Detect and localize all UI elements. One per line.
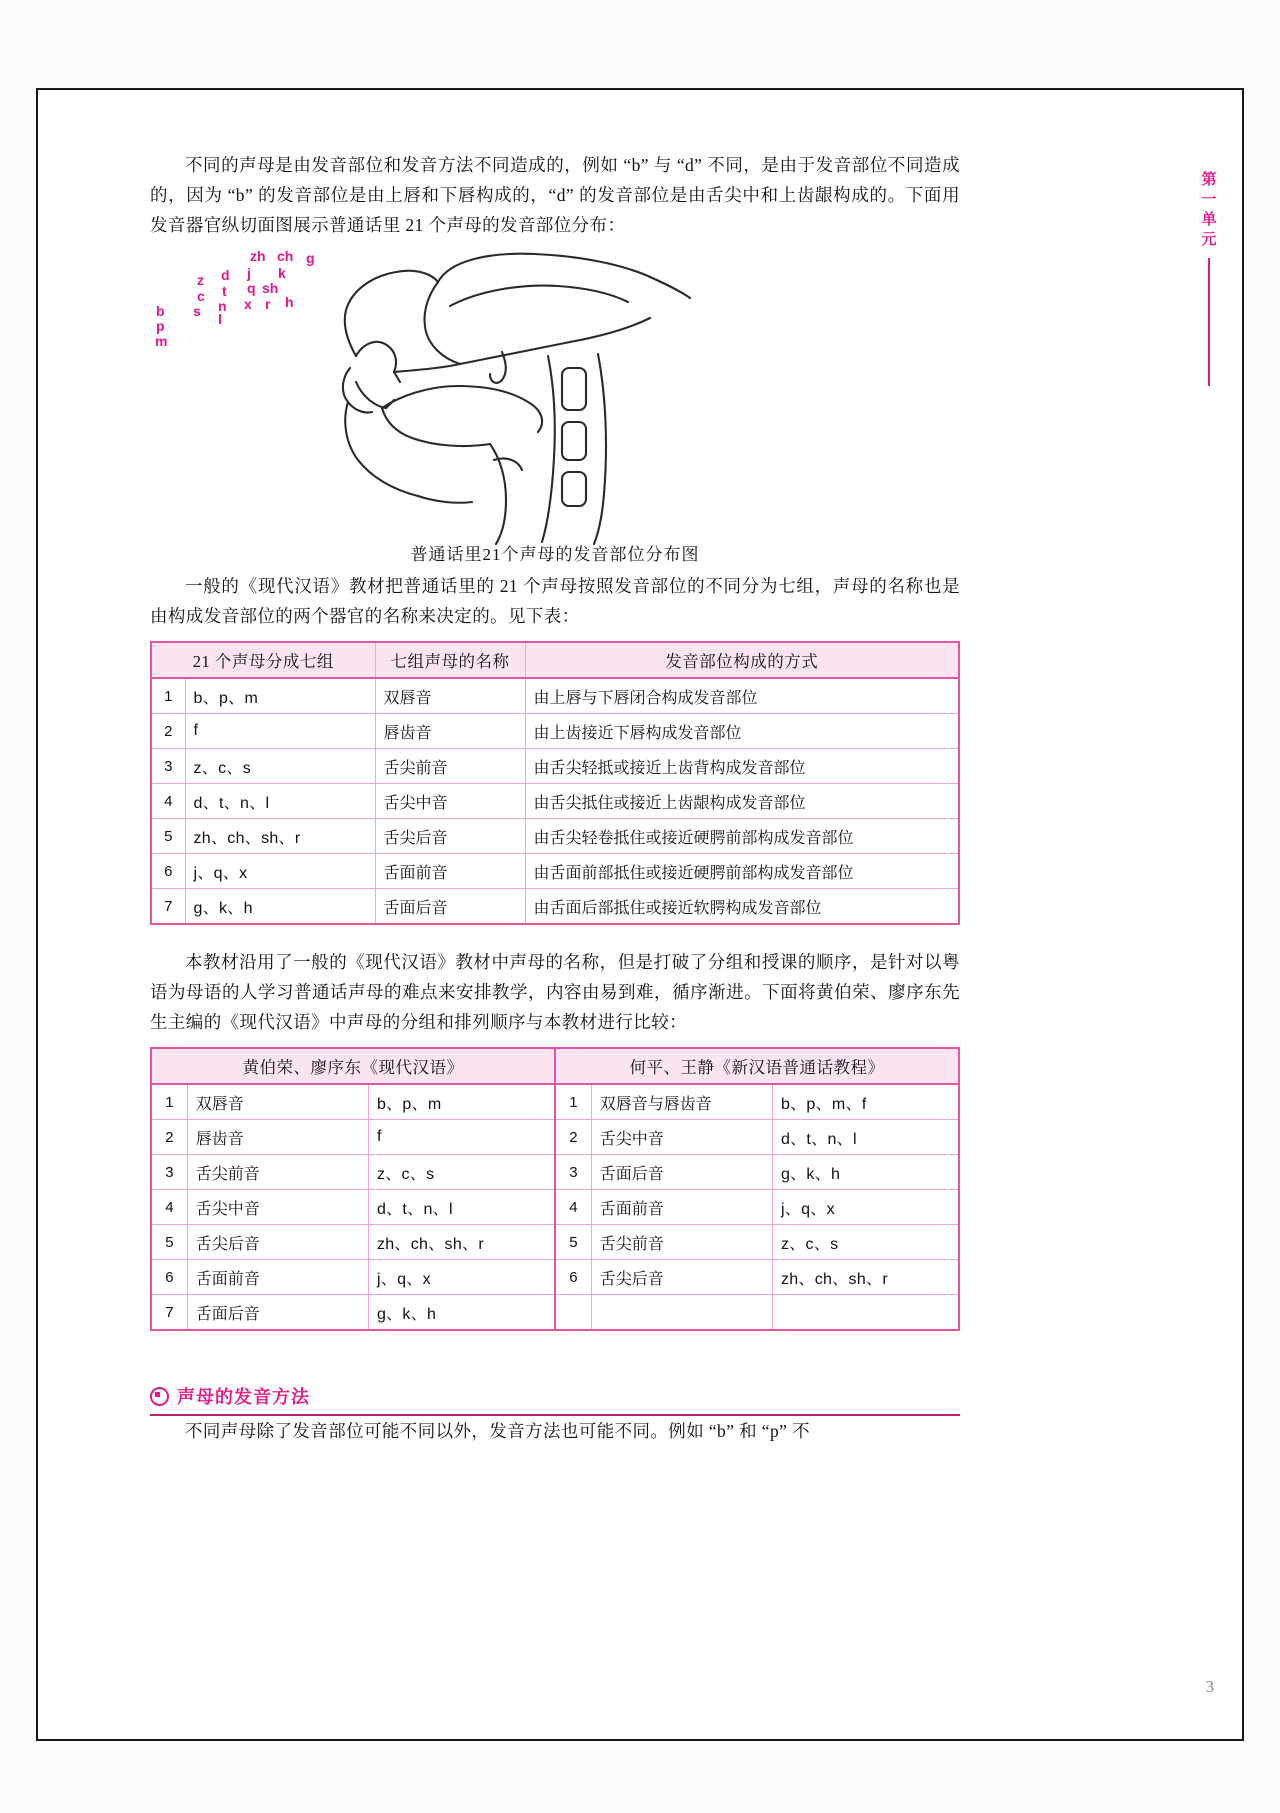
row-letters-right: j、q、x (772, 1190, 959, 1225)
row-index: 2 (151, 714, 185, 749)
row-name-left: 舌尖前音 (187, 1155, 368, 1190)
table-row (151, 1120, 959, 1155)
table-row (151, 749, 959, 784)
unit-side-tab (1196, 170, 1222, 386)
table-row (151, 784, 959, 819)
row-letters: d、t、n、l (185, 784, 375, 819)
row-desc: 由上齿接近下唇构成发音部位 (525, 714, 959, 749)
figure-label: t (222, 283, 227, 299)
figure-label: x (244, 296, 252, 312)
table-row (151, 1190, 959, 1225)
figure-label: z (197, 272, 204, 288)
t2-header-right: 何平、王静《新汉语普通话教程》 (555, 1048, 959, 1084)
figure-label: ch (277, 248, 294, 264)
row-index-left: 7 (151, 1295, 187, 1331)
row-letters-left: z、c、s (368, 1155, 555, 1190)
table-row (151, 1225, 959, 1260)
row-name: 唇齿音 (375, 714, 525, 749)
t1-header-names: 七组声母的名称 (375, 642, 525, 678)
row-letters-right: zh、ch、sh、r (772, 1260, 959, 1295)
row-name-right: 双唇音与唇齿音 (591, 1084, 772, 1120)
section-heading (150, 1383, 960, 1416)
table-row (151, 714, 959, 749)
row-name-right: 舌尖后音 (591, 1260, 772, 1295)
row-letters-left: d、t、n、l (368, 1190, 555, 1225)
side-tab-char: 单 (1201, 212, 1217, 228)
t2-body (151, 1084, 959, 1330)
paragraph-comparison-intro: 本教材沿用了一般的《现代汉语》教材中声母的名称，但是打破了分组和授课的顺序，是针对以粤语为母语的人学习普通话声母的难点来安排教学，内容由易到难，循序渐进。下面将黄伯荣、廖序东先生主编的《现代汉语》中声母的分组和排列顺序与本教材进行比较： (150, 952, 960, 1032)
t1-body (151, 678, 959, 924)
figure-label: r (265, 296, 271, 312)
row-index-left: 4 (151, 1190, 187, 1225)
row-index-left: 3 (151, 1155, 187, 1190)
row-name: 舌尖中音 (375, 784, 525, 819)
row-letters-right: z、c、s (772, 1225, 959, 1260)
figure-label: b (156, 303, 165, 319)
row-desc: 由舌面后部抵住或接近软腭构成发音部位 (525, 889, 959, 925)
row-letters: z、c、s (185, 749, 375, 784)
figure-label: h (285, 294, 294, 310)
page-number: 3 (1205, 1677, 1214, 1696)
row-index: 6 (151, 854, 185, 889)
figure-label: q (247, 280, 256, 296)
side-tab-char: 第 (1201, 172, 1217, 188)
row-letters: b、p、m (185, 678, 375, 714)
row-desc: 由舌尖抵住或接近上齿龈构成发音部位 (525, 784, 959, 819)
table-row (151, 1260, 959, 1295)
row-index: 7 (151, 889, 185, 925)
figure-label: d (221, 267, 230, 283)
figure-label: l (218, 311, 222, 327)
row-name-left: 唇齿音 (187, 1120, 368, 1155)
row-name: 舌尖前音 (375, 749, 525, 784)
figure-label: c (197, 288, 205, 304)
row-index-right: 1 (555, 1084, 591, 1120)
figure-label: j (247, 265, 251, 281)
row-name-right (591, 1295, 772, 1331)
table-header-row (151, 1048, 959, 1084)
paragraph-intro: 不同的声母是由发音部位和发音方法不同造成的，例如 “b” 与 “d” 不同，是由于发音部位不同造成的，因为 “b” 的发音部位是由上唇和下唇构成的，“d” 的发音部位是由舌尖中和上齿龈构成的。下面用发音器官纵切面图展示普通话里 21 个声母的发音部位分布： (150, 155, 960, 235)
row-index-left: 1 (151, 1084, 187, 1120)
side-tab-char: 元 (1201, 232, 1217, 248)
row-letters-left: j、q、x (368, 1260, 555, 1295)
t1-header-desc: 发音部位构成的方式 (525, 642, 959, 678)
row-name-right: 舌尖中音 (591, 1120, 772, 1155)
t2-header-left: 黄伯荣、廖序东《现代汉语》 (151, 1048, 555, 1084)
row-name-right: 舌尖前音 (591, 1225, 772, 1260)
row-index-right: 5 (555, 1225, 591, 1260)
filled-circle-icon (150, 1387, 169, 1406)
figure-label: sh (262, 280, 279, 296)
row-desc: 由舌尖轻卷抵住或接近硬腭前部构成发音部位 (525, 819, 959, 854)
row-index-left: 2 (151, 1120, 187, 1155)
table-row (151, 1295, 959, 1331)
row-index-right: 4 (555, 1190, 591, 1225)
row-name-right: 舌面前音 (591, 1190, 772, 1225)
row-index-right (555, 1295, 591, 1331)
row-desc: 由上唇与下唇闭合构成发音部位 (525, 678, 959, 714)
row-letters-right: b、p、m、f (772, 1084, 959, 1120)
side-tab-char: 一 (1201, 192, 1217, 208)
vocal-tract-figure (150, 246, 960, 546)
row-name-left: 双唇音 (187, 1084, 368, 1120)
table-row (151, 854, 959, 889)
table-row (151, 889, 959, 925)
row-index: 4 (151, 784, 185, 819)
paragraph-method-intro: 不同声母除了发音部位可能不同以外，发音方法也可能不同。例如 “b” 和 “p” 不 (185, 1421, 810, 1441)
row-letters-right: g、k、h (772, 1155, 959, 1190)
row-name: 舌面后音 (375, 889, 525, 925)
figure-label: m (155, 333, 168, 349)
row-desc: 由舌面前部抵住或接近硬腭前部构成发音部位 (525, 854, 959, 889)
row-letters: f (185, 714, 375, 749)
row-letters: j、q、x (185, 854, 375, 889)
row-index: 1 (151, 678, 185, 714)
table-row (151, 1084, 959, 1120)
row-index-right: 2 (555, 1120, 591, 1155)
row-name-left: 舌尖中音 (187, 1190, 368, 1225)
t1-header-groups: 21 个声母分成七组 (151, 642, 375, 678)
table-header-row (151, 642, 959, 678)
row-letters-left: f (368, 1120, 555, 1155)
row-index-right: 6 (555, 1260, 591, 1295)
row-index-right: 3 (555, 1155, 591, 1190)
row-name: 双唇音 (375, 678, 525, 714)
page-content (150, 150, 960, 1446)
figure-label: zh (250, 248, 266, 264)
row-index: 5 (151, 819, 185, 854)
row-index-left: 6 (151, 1260, 187, 1295)
figure-label: p (156, 318, 165, 334)
initials-groups-table (150, 641, 960, 925)
figure-label: k (278, 265, 286, 281)
table-row (151, 819, 959, 854)
row-desc: 由舌尖轻抵或接近上齿背构成发音部位 (525, 749, 959, 784)
row-letters-left: zh、ch、sh、r (368, 1225, 555, 1260)
table-row (151, 678, 959, 714)
row-letters: g、k、h (185, 889, 375, 925)
row-letters-right: d、t、n、l (772, 1120, 959, 1155)
row-name-left: 舌面后音 (187, 1295, 368, 1331)
table-row (151, 1155, 959, 1190)
row-name: 舌尖后音 (375, 819, 525, 854)
row-name-left: 舌尖后音 (187, 1225, 368, 1260)
row-index: 3 (151, 749, 185, 784)
row-letters: zh、ch、sh、r (185, 819, 375, 854)
row-name: 舌面前音 (375, 854, 525, 889)
row-name-left: 舌面前音 (187, 1260, 368, 1295)
row-letters-right (772, 1295, 959, 1331)
row-index-left: 5 (151, 1225, 187, 1260)
paragraph-grouping: 一般的《现代汉语》教材把普通话里的 21 个声母按照发音部位的不同分为七组，声母的名称也是由构成发音部位的两个器官的名称来决定的。见下表： (150, 576, 960, 626)
side-tab-rule (1208, 258, 1210, 386)
figure-caption: 普通话里21个声母的发音部位分布图 (410, 545, 700, 564)
row-letters-left: g、k、h (368, 1295, 555, 1331)
figure-label: g (306, 250, 315, 266)
row-letters-left: b、p、m (368, 1084, 555, 1120)
section-title: 声母的发音方法 (177, 1387, 310, 1407)
figure-label: n (218, 298, 227, 314)
figure-label: s (193, 303, 201, 319)
row-name-right: 舌面后音 (591, 1155, 772, 1190)
textbook-comparison-table (150, 1047, 960, 1331)
